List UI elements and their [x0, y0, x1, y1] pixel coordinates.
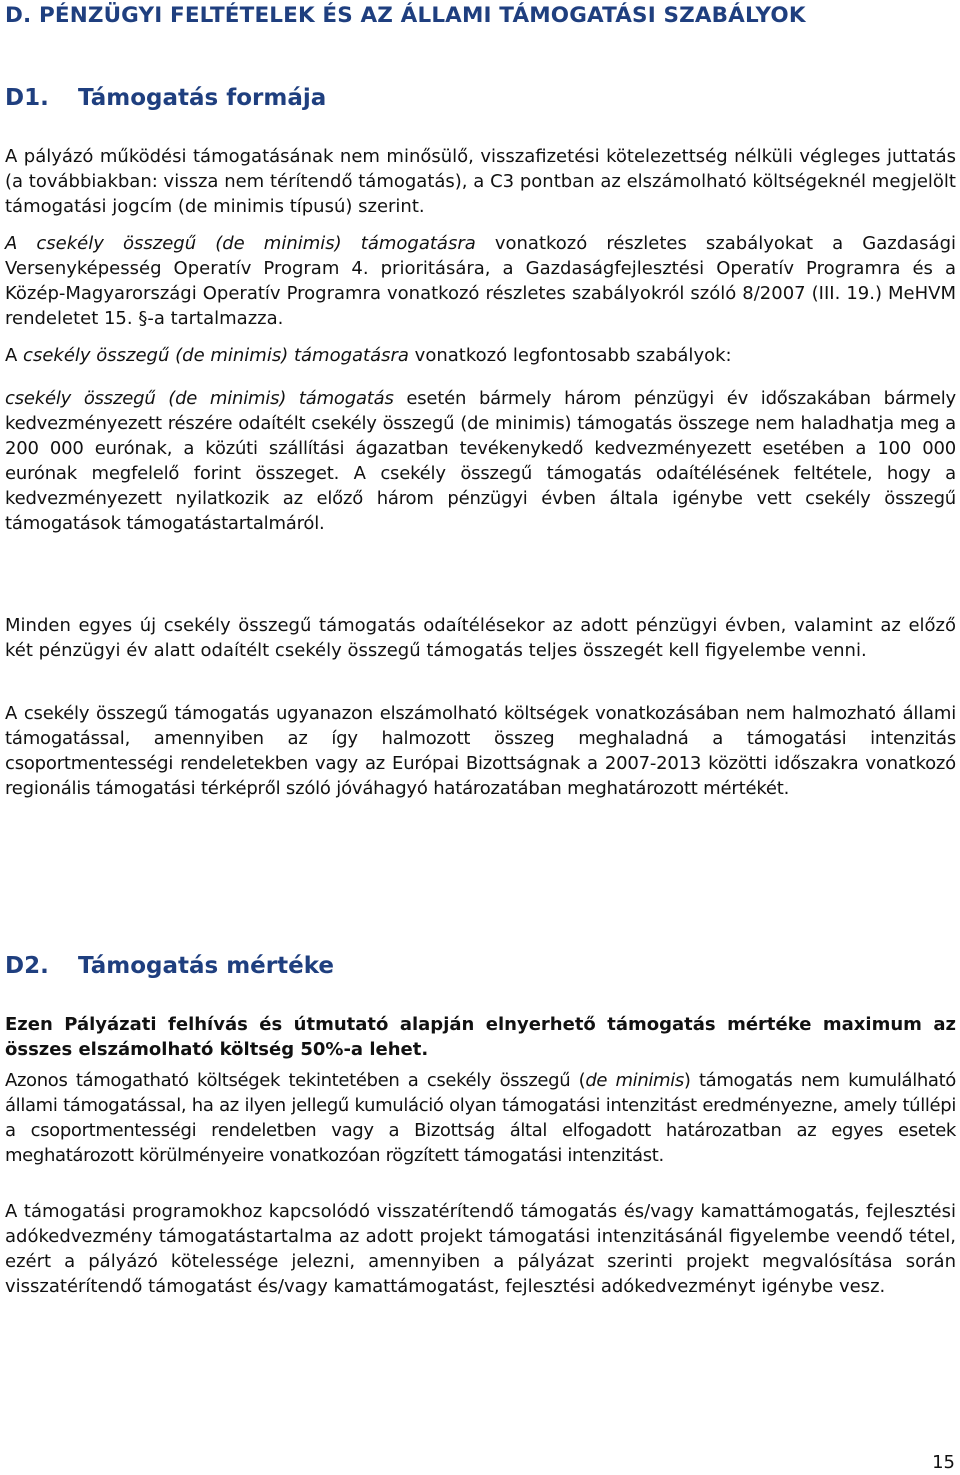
section-number: D2. [5, 953, 49, 979]
paragraph-highlight: Ezen Pályázati felhívás és útmutató alapján elnyerhető támogatás mértéke maximum az összes elszámolható költség 50%-a lehet. [5, 1014, 956, 1060]
section-title: Támogatás formája [78, 85, 327, 111]
section-title: Támogatás mértéke [78, 953, 334, 979]
paragraph: Minden egyes új csekély összegű támogatás odaítélésekor az adott pénzügyi évben, valamint az előző két pénzügyi év alatt odaítélt csekély összegű támogatás teljes összegét kell figyelembe venni. [5, 615, 956, 661]
page-number: 15 [932, 1452, 955, 1473]
paragraph: A pályázó működési támogatásának nem minősülő, visszafizetési kötelezettség nélküli végleges juttatás (a továbbiakban: vissza nem térítendő támogatás), a C3 pontban az elszámolható költségeknél megjelölt támogatási jogcím (de minimis típusú) szerint. [5, 146, 956, 217]
document-title: D. PÉNZÜGYI FELTÉTELEK ÉS AZ ÁLLAMI TÁMOGATÁSI SZABÁLYOK [5, 3, 806, 28]
paragraph: csekély összegű (de minimis) támogatás esetén bármely három pénzügyi év időszakában bármely kedvezményezett részére odaítélt csekély összegű (de minimis) támogatás összege nem haladhatja meg a 200 000 eurónak, a közúti szállítási ágazatban tevékenykedő kedvezményezett esetében a 100 000 eurónak megfelelő forint összeget. A csekély összegű támogatás odaítélésének feltétele, hogy a kedvezményezett nyilatkozik az előző három pénzügyi évben általa igénybe vett csekély összegű támogatások támogatástartalmáról. [5, 388, 956, 534]
paragraph: A támogatási programokhoz kapcsolódó visszatérítendő támogatás és/vagy kamattámogatás, fejlesztési adókedvezmény támogatástartalma az adott projekt támogatási intenzitásánál figyelembe veendő tétel, ezért a pályázó kötelessége jelezni, amennyiben a pályázat szerinti projekt megvalósítása során visszatérítendő támogatást és/vagy kamattámogatást, fejlesztési adókedvezményt igénybe vesz. [5, 1201, 956, 1297]
section-number: D1. [5, 85, 49, 111]
paragraph: A csekély összegű támogatás ugyanazon elszámolható költségek vonatkozásában nem halmozható állami támogatással, amennyiben az így halmozott összeg meghaladná a támogatási intenzitás csoportmentességi rendeletekben vagy az Európai Bizottságnak a 2007-2013 közötti időszakra vonatkozó regionális támogatási térképről szóló jóváhagyó határozatában meghatározott mértékét. [5, 703, 956, 799]
paragraph: A csekély összegű (de minimis) támogatásra vonatkozó legfontosabb szabályok: [5, 345, 732, 366]
section-heading-d1 [5, 85, 956, 111]
section-heading-d2 [5, 953, 956, 979]
paragraph: A csekély összegű (de minimis) támogatásra vonatkozó részletes szabályokat a Gazdasági Versenyképesség Operatív Program 4. prioritására, a Gazdaságfejlesztési Operatív Programra és a Közép-Magyarországi Operatív Programra vonatkozó részletes szabályokról szóló 8/2007 (III. 19.) MeHVM rendeletet 15. §-a tartalmazza. [5, 233, 957, 329]
paragraph: Azonos támogatható költségek tekintetében a csekély összegű (de minimis) támogatás nem kumulálható állami támogatással, ha az ilyen jellegű kumuláció olyan támogatási intenzitást eredményezne, amely túllépi a csoportmentességi rendeletben vagy a Bizottság által elfogadott határozatban az egyes esetek meghatározott körülményeire vonatkozóan rögzített támogatási intenzitást. [5, 1070, 956, 1166]
